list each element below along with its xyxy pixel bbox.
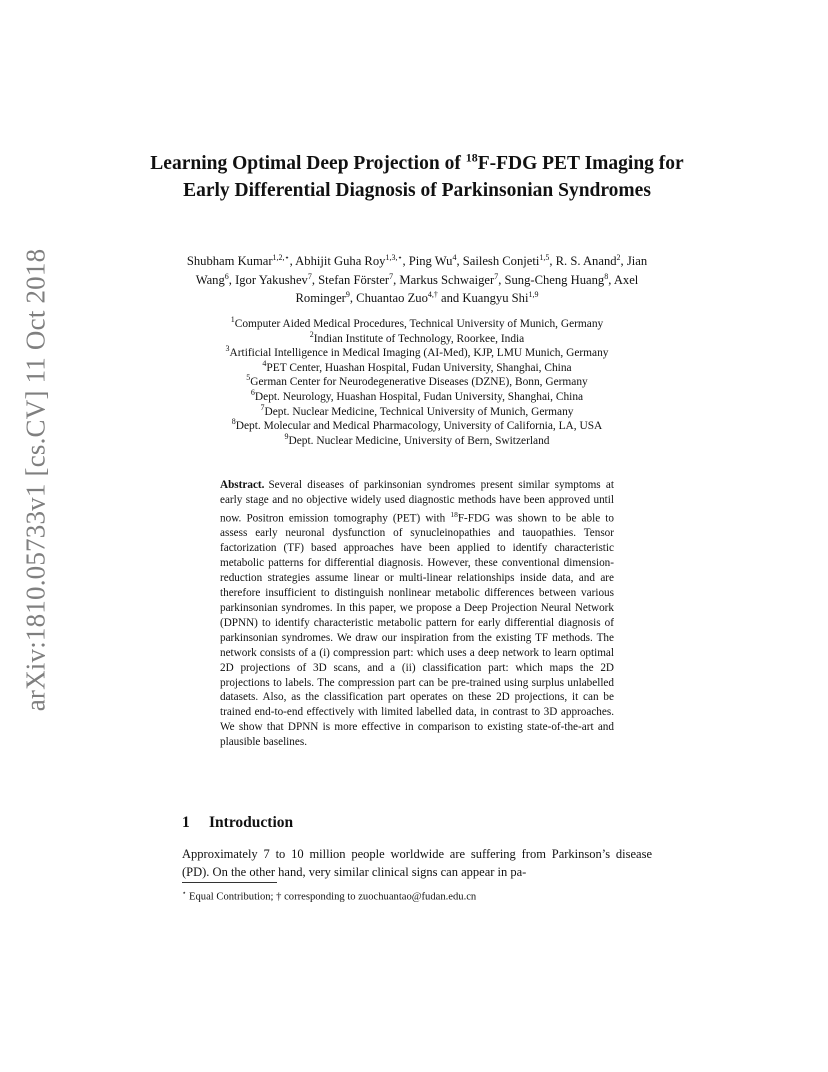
abstract-superscript: 18	[450, 509, 458, 519]
author	[235, 273, 318, 287]
author-affiliation-marks: 2	[616, 252, 621, 262]
author-name: Sung-Cheng Huang	[504, 272, 605, 287]
affiliation-text: German Center for Neurodegenerative Diseases (DZNE), Bonn, Germany	[250, 376, 588, 389]
author	[505, 273, 614, 287]
author-affiliation-marks: 6	[224, 271, 229, 281]
author-name: Markus Schwaiger	[399, 272, 495, 287]
title-superscript: 18	[465, 150, 478, 165]
affiliation	[150, 402, 684, 420]
affiliation-number: 6	[250, 388, 255, 398]
paper-title	[150, 150, 684, 204]
abstract-text-2: F-FDG was shown to be able to assess early neuronal dysfunction of synucleinopathies and tauopathies. Tensor factorization (TF) based approaches have been applied to identify characteristic metabolic patterns for differential diagnosis. However, these conventional dimension-reduction strategies assume linear or multi-linear relationships inside data, and are therefore insufficient to distinguish nonlinear metabolic differences between various parkinsonian syndromes. In this paper, we propose a Deep Projection Neural Network (DPNN) to identify characteristic metabolic pattern for early differential diagnosis of parkinsonian syndromes. We draw our inspiration from the existing TF methods. The network consists of a (i) compression part: which uses a deep network to learn optimal 2D projections of 3D scans, and a (ii) classification part: which maps the 2D projections to labels. The compression part can be pre-trained using surplus unlabelled datasets. Also, as the classification part operates on these 2D projections, it can be trained end-to-end effectively with limited labelled data, in contrast to 3D approaches. We show that DPNN is more effective in comparison to existing state-of-the-art and plausible baselines.	[220, 512, 614, 749]
author-separator: ,	[402, 254, 409, 268]
abstract-label: Abstract.	[220, 479, 265, 491]
author-name: Kuangyu Shi	[462, 291, 529, 305]
author	[318, 273, 399, 287]
affiliation-text: Dept. Nuclear Medicine, University of Bern, Switzerland	[288, 434, 550, 447]
author-affiliation-marks: 1,2,⋆	[272, 252, 290, 262]
author-affiliation-marks: 1,5	[539, 252, 550, 262]
section-heading	[182, 814, 652, 832]
affiliation-number: 3	[225, 344, 230, 354]
affiliation	[150, 329, 684, 347]
affiliation	[150, 390, 684, 405]
author-separator: ,	[349, 291, 357, 305]
section-title: Introduction	[209, 814, 294, 831]
affiliation-text: Dept. Neurology, Huashan Hospital, Fudan University, Shanghai, China	[254, 390, 584, 403]
affiliation-number: 9	[284, 431, 289, 441]
affiliation	[150, 431, 684, 449]
affiliation	[150, 358, 684, 376]
title-pre: Learning Optimal Deep Projection of	[150, 153, 466, 174]
abstract-text-1: Several diseases of parkinsonian syndromes present similar symptoms at early stage and no objective widely used diagnostic methods have been approved until now. Positron emission tomography (PET) with	[220, 479, 614, 525]
affiliation-number: 7	[260, 402, 265, 412]
author-name: Axel Rominger	[295, 272, 639, 305]
affiliation-text: Computer Aided Medical Procedures, Technical University of Munich, Germany	[234, 318, 604, 330]
author-affiliation-marks: 4,†	[427, 289, 438, 299]
author	[187, 254, 295, 268]
author-affiliation-marks: 1,3,⋆	[385, 252, 403, 262]
affiliation-number: 4	[262, 358, 267, 368]
author-affiliation-marks: 7	[389, 271, 394, 281]
author-affiliation-marks: 7	[307, 271, 312, 281]
author	[462, 291, 538, 305]
author	[556, 254, 627, 268]
author-list	[182, 252, 652, 308]
affiliation-text: Dept. Molecular and Medical Pharmacology, University of California, LA, USA	[235, 420, 603, 433]
title-post: F-FDG PET Imaging for Early Differential Diagnosis of Parkinsonian Syndromes	[183, 153, 684, 201]
arxiv-side-stamp: arXiv:1810.05733v1 [cs.CV] 11 Oct 2018	[20, 248, 51, 712]
author-name: Sailesh Conjeti	[462, 254, 540, 268]
author-name: Stefan Förster	[318, 272, 390, 287]
affiliation	[150, 419, 684, 434]
intro-paragraph: Approximately 7 to 10 million people worldwide are suffering from Parkinson’s disease (PD). On the other hand, very similar clinical signs can appear in pa-	[182, 847, 652, 879]
affiliation-text: Indian Institute of Technology, Roorkee, India	[313, 332, 525, 345]
author-separator: ,	[393, 272, 400, 287]
section-number: 1	[182, 814, 190, 831]
affiliation-number: 8	[231, 417, 236, 427]
author-name: Ping Wu	[408, 254, 453, 268]
author-name: Chuantao Zuo	[356, 291, 428, 305]
affiliation-number: 5	[246, 373, 251, 383]
author-separator: ,	[620, 254, 627, 268]
author-separator: ,	[498, 272, 505, 287]
author-separator: ,	[608, 272, 614, 287]
author-affiliation-marks: 7	[494, 271, 499, 281]
author-name: Shubham Kumar	[186, 254, 273, 268]
footnote-mark: ⋆	[182, 889, 187, 897]
author-affiliation-marks: 8	[604, 271, 609, 281]
affiliation-number: 2	[309, 329, 314, 339]
author-name: Jian Wang	[195, 254, 648, 287]
footnote-text: Equal Contribution; † corresponding to zuochuantao@fudan.edu.cn	[186, 891, 477, 903]
author-affiliation-marks: 4	[452, 252, 457, 262]
affiliation-number: 1	[230, 315, 235, 325]
author-name: Igor Yakushev	[235, 272, 308, 287]
author-separator: ,	[228, 272, 236, 287]
author-separator: ,	[289, 254, 296, 268]
footnote-rule	[182, 882, 277, 883]
author-separator: and	[437, 291, 463, 305]
author-separator: ,	[456, 254, 463, 268]
author-separator: ,	[549, 254, 556, 268]
affiliation-list	[150, 317, 684, 448]
author-separator: ,	[311, 272, 319, 287]
affiliation-text: PET Center, Huashan Hospital, Fudan University, Shanghai, China	[266, 361, 572, 374]
footnote	[182, 886, 652, 905]
author-affiliation-marks: 1,9	[528, 289, 539, 299]
affiliation	[150, 317, 684, 332]
author	[463, 254, 556, 268]
affiliation	[150, 346, 684, 361]
affiliation-text: Artificial Intelligence in Medical Imaging (AI-Med), KJP, LMU Munich, Germany	[229, 347, 609, 360]
author	[356, 291, 462, 305]
author	[409, 254, 463, 268]
author	[295, 254, 409, 268]
author-affiliation-marks: 9	[345, 289, 350, 299]
affiliation	[150, 375, 684, 390]
author-name: R. S. Anand	[555, 254, 617, 268]
author-name: Abhijit Guha Roy	[295, 254, 386, 268]
abstract	[220, 478, 614, 750]
affiliation-text: Dept. Nuclear Medicine, Technical University of Munich, Germany	[264, 405, 574, 418]
author	[399, 273, 504, 287]
